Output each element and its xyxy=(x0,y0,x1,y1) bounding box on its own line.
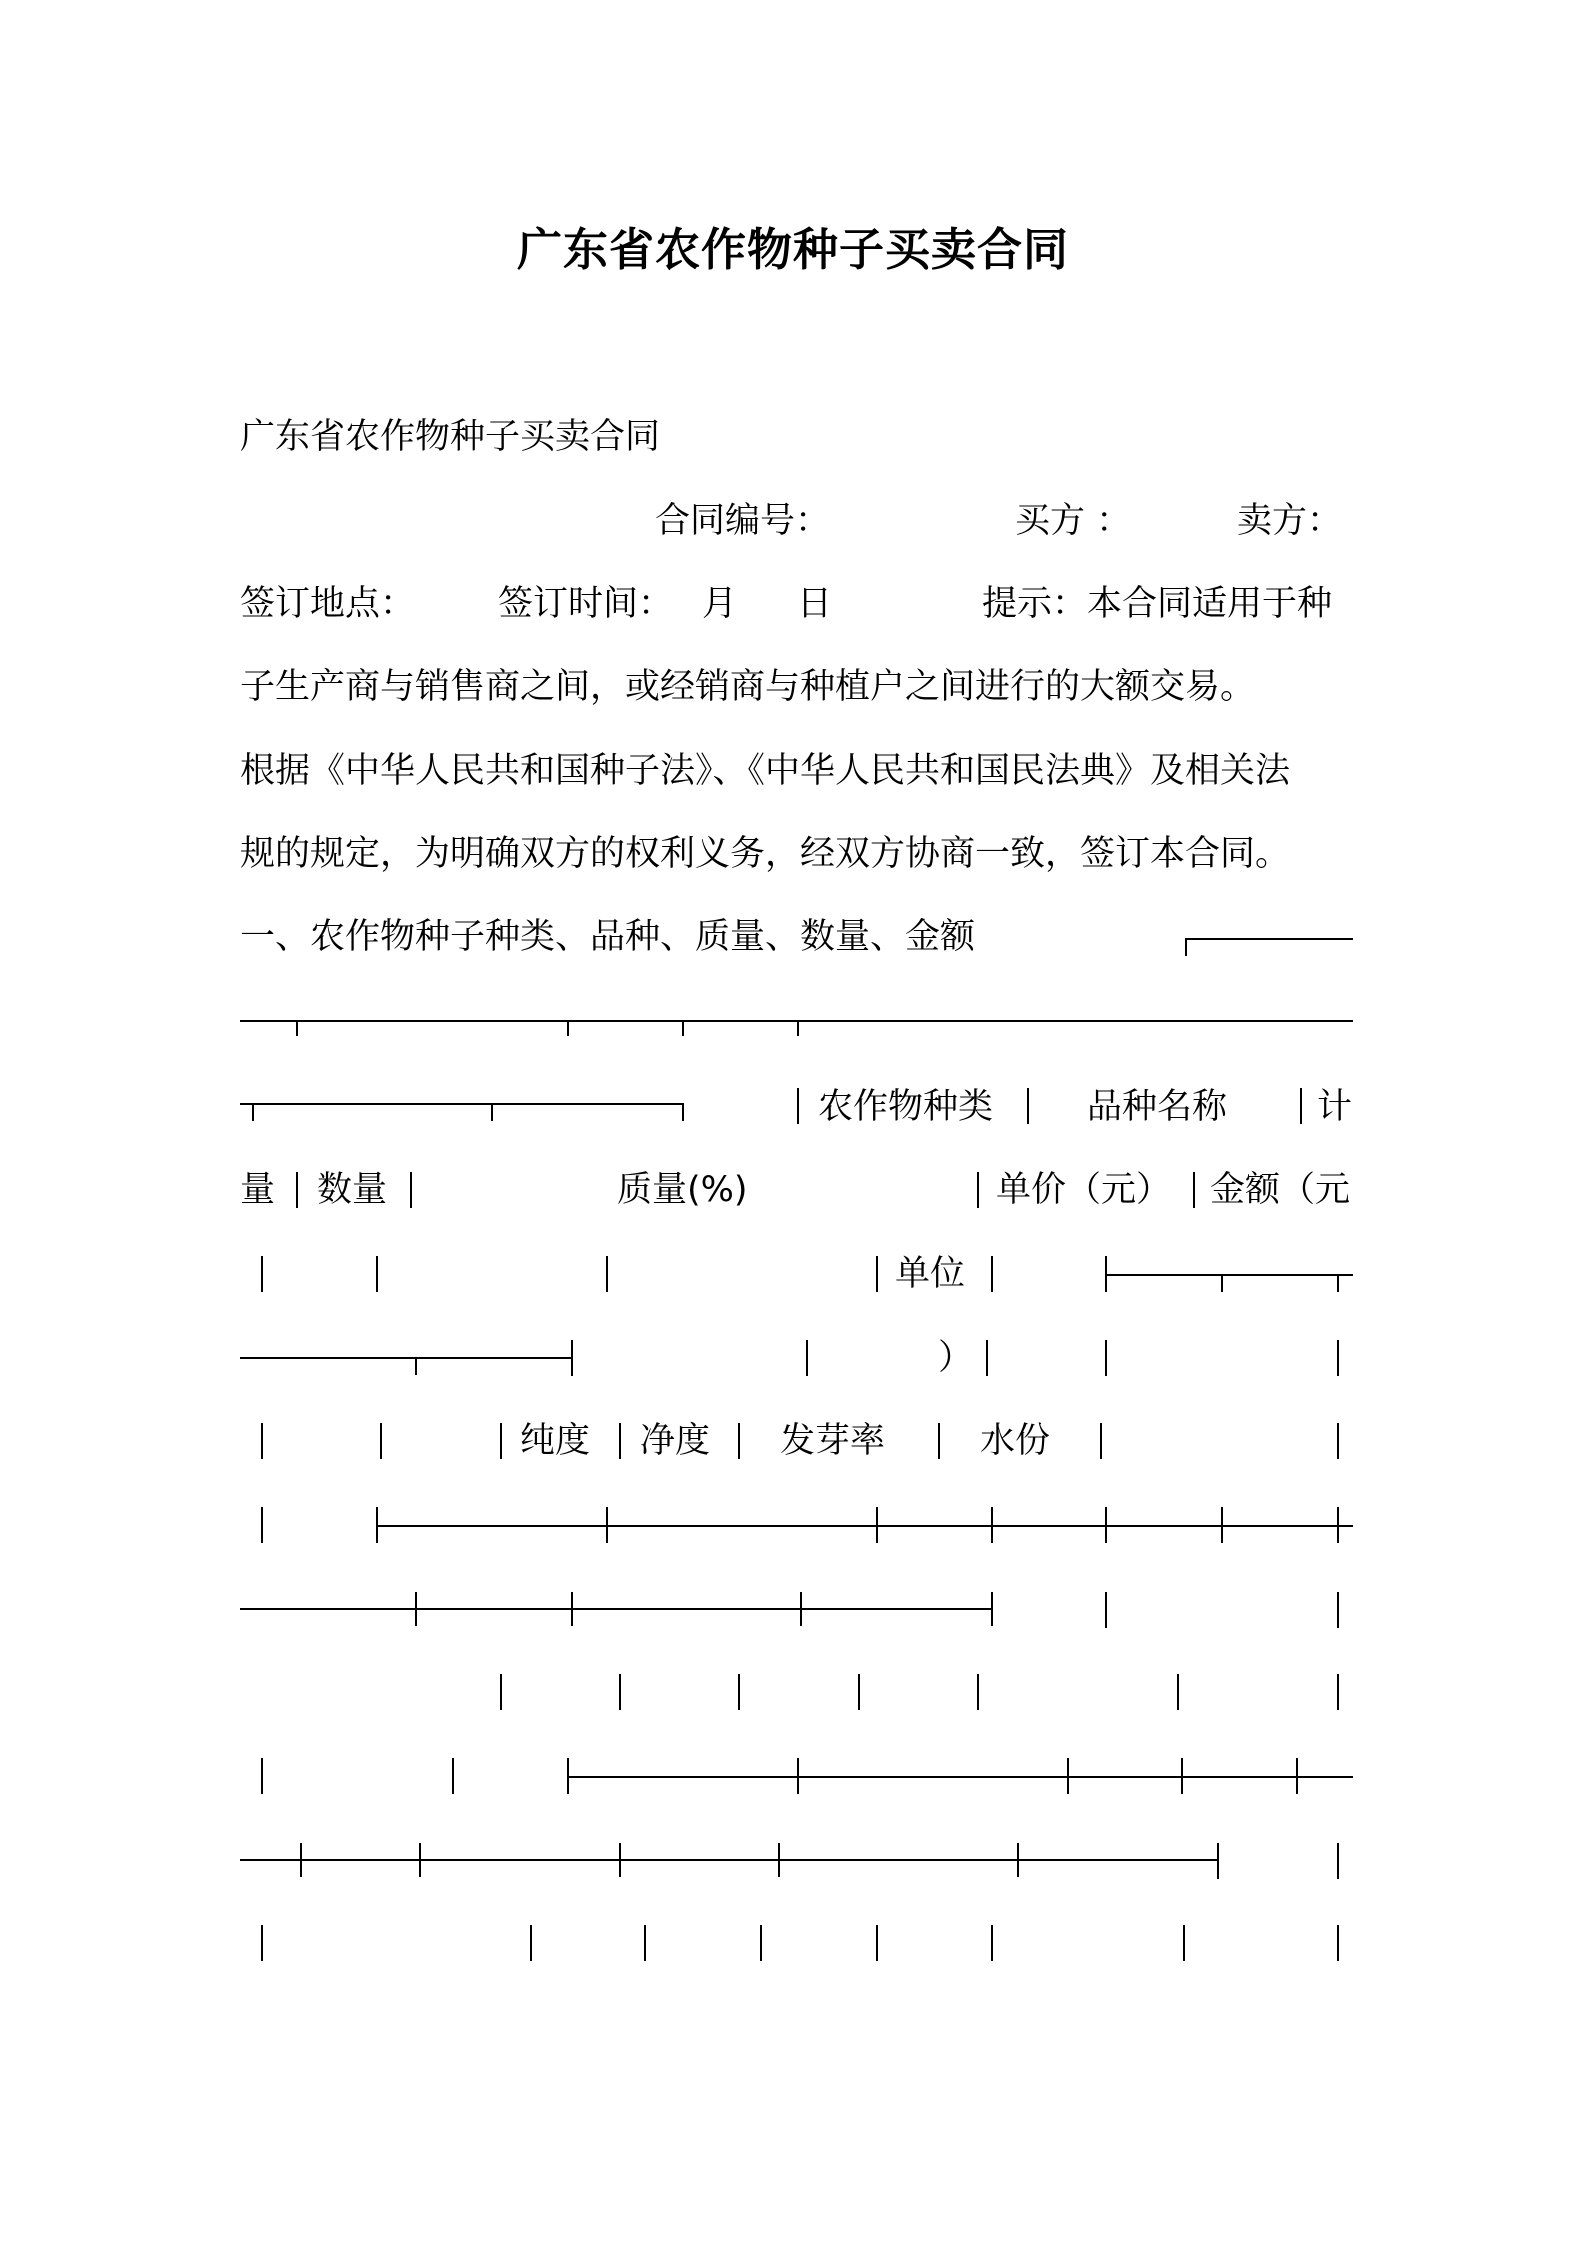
col-amount-b: ） xyxy=(938,1338,974,1378)
col-quality: 质量(%) xyxy=(617,1170,748,1210)
paragraph-line-2 xyxy=(240,746,1350,796)
paragraph-text: 规的规定，为明确双方的权利义务，经双方协商一致，签订本合同。 xyxy=(240,834,1291,874)
section-1-heading: 一、农作物种子种类、品种、质量、数量、金额 xyxy=(240,917,976,957)
header-fields-line-2 xyxy=(240,579,1350,629)
seller-label: 卖方： xyxy=(1237,501,1343,541)
col-price: 单价（元） xyxy=(996,1170,1172,1210)
contract-no-label: 合同编号： xyxy=(655,501,831,541)
col-quantity: 数量 xyxy=(317,1170,388,1210)
sign-time-label: 签订时间： xyxy=(498,584,674,624)
day-label: 日 xyxy=(797,584,833,624)
col-amount-a: 金额（元 xyxy=(1210,1170,1351,1210)
sub-moisture: 水份 xyxy=(980,1421,1051,1461)
sign-place-label: 签订地点： xyxy=(240,584,416,624)
paragraph-text: 根据《中华人民共和国种子法》、《中华人民共和国民法典》及相关法 xyxy=(240,751,1291,791)
paragraph-line-3 xyxy=(240,829,1350,879)
col-unit-a: 计 xyxy=(1317,1087,1353,1127)
month-label: 月 xyxy=(702,584,738,624)
col-unit-b: 量 xyxy=(240,1170,276,1210)
document-subtitle: 广东省农作物种子买卖合同 xyxy=(240,417,661,457)
sub-germination: 发芽率 xyxy=(780,1421,886,1461)
sub-cleanliness: 净度 xyxy=(640,1421,711,1461)
buyer-label: 买方 ： xyxy=(1015,501,1132,541)
col-variety: 品种名称 xyxy=(1087,1087,1228,1127)
document-subtitle-line xyxy=(240,412,1350,462)
document-title: 广东省农作物种子买卖合同 xyxy=(516,223,1069,276)
section-1-heading-line xyxy=(240,912,1350,962)
header-fields-line-1 xyxy=(240,496,1350,546)
col-crop-type: 农作物种类 xyxy=(818,1087,994,1127)
paragraph-text: 子生产商与销售商之间，或经销商与种植户之间进行的大额交易。 xyxy=(240,667,1256,707)
hint-text-start: 提示：本合同适用于种 xyxy=(982,584,1333,624)
sub-purity: 纯度 xyxy=(520,1421,591,1461)
col-unit-c: 单位 xyxy=(895,1254,966,1294)
paragraph-line-1 xyxy=(240,662,1350,712)
